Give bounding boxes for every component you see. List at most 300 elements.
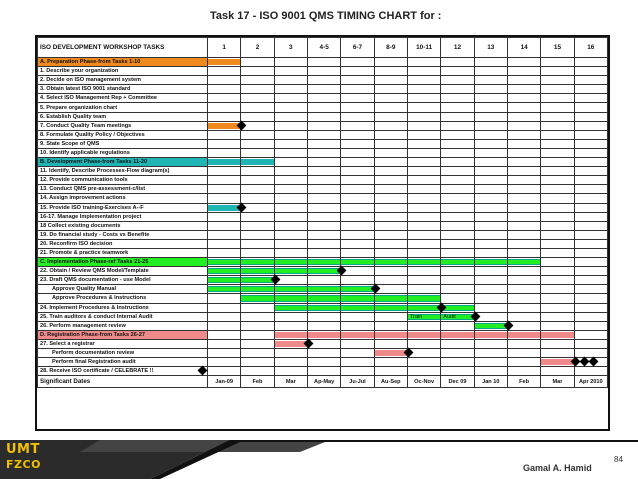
timeline-cell — [307, 248, 340, 257]
timeline-cell — [474, 194, 507, 203]
timeline-cell — [307, 212, 340, 221]
task-label: 19. Do financial study - Costs vs Benefite — [38, 230, 208, 239]
timeline-cell — [407, 212, 440, 221]
timeline-cell — [208, 94, 241, 103]
timeline-cell — [307, 239, 340, 248]
period-header: 1 — [208, 38, 241, 58]
task-label: 10. Identify applicable regulations — [38, 148, 208, 157]
task-label: 27. Select a registrar — [38, 339, 208, 348]
timeline-cell — [374, 294, 407, 303]
timeline-cell — [274, 267, 307, 276]
timeline-cell — [307, 85, 340, 94]
timeline-cell — [407, 94, 440, 103]
timeline-cell — [374, 248, 407, 257]
timeline-cell — [507, 285, 540, 294]
audit-label: Audit — [443, 313, 456, 320]
timeline-cell — [341, 185, 374, 194]
timeline-cell — [541, 148, 574, 157]
timeline-cell — [407, 339, 440, 348]
timeline-cell — [507, 230, 540, 239]
task-row — [38, 130, 608, 139]
timeline-cell — [441, 276, 474, 285]
task-label: A. Preparation Phase-from Tasks 1-10 — [38, 58, 208, 67]
timeline-cell — [241, 67, 274, 76]
timeline-cell — [208, 103, 241, 112]
timeline-cell — [441, 239, 474, 248]
timeline-cell — [574, 203, 607, 212]
timeline-cell — [274, 358, 307, 367]
timeline-cell — [574, 230, 607, 239]
schedule-bar — [408, 259, 440, 265]
task-row — [38, 121, 608, 130]
timeline-cell — [574, 221, 607, 230]
timeline-cell — [474, 167, 507, 176]
timeline-cell — [541, 167, 574, 176]
period-header: 8-9 — [374, 38, 407, 58]
timeline-cell — [574, 112, 607, 121]
timeline-cell — [474, 321, 507, 330]
timeline-cell — [407, 285, 440, 294]
task-label: 18 Collect existing documents — [38, 221, 208, 230]
timeline-cell — [274, 230, 307, 239]
timeline-cell — [407, 185, 440, 194]
timeline-cell — [474, 276, 507, 285]
task-label: 25. Train auditors & conduct Internal Audit — [38, 312, 208, 321]
task-row — [38, 194, 608, 203]
timeline-cell — [341, 285, 374, 294]
timeline-cell — [541, 194, 574, 203]
timeline-cell — [241, 221, 274, 230]
timeline-cell — [241, 276, 274, 285]
schedule-bar — [341, 259, 373, 265]
schedule-bar — [375, 259, 407, 265]
schedule-bar — [275, 259, 307, 265]
timeline-cell — [574, 94, 607, 103]
timeline-cell — [341, 276, 374, 285]
task-row — [38, 67, 608, 76]
schedule-bar — [508, 332, 540, 338]
timeline-cell — [374, 203, 407, 212]
timeline-cell — [274, 339, 307, 348]
task-row — [38, 230, 608, 239]
timeline-cell — [441, 112, 474, 121]
task-row — [38, 294, 608, 303]
timeline-cell — [407, 112, 440, 121]
timeline-cell — [274, 349, 307, 358]
timeline-cell — [574, 194, 607, 203]
timeline-cell — [307, 321, 340, 330]
timeline-cell — [208, 303, 241, 312]
task-label: 21. Promote & practice teamwork — [38, 248, 208, 257]
timeline-cell — [208, 139, 241, 148]
timeline-cell — [374, 58, 407, 67]
timeline-cell — [274, 130, 307, 139]
timeline-cell — [507, 130, 540, 139]
timeline-cell — [374, 103, 407, 112]
timeline-cell — [441, 285, 474, 294]
timeline-cell — [341, 230, 374, 239]
timeline-cell — [307, 121, 340, 130]
timeline-cell — [274, 94, 307, 103]
timeline-cell — [341, 94, 374, 103]
timeline-cell — [374, 230, 407, 239]
timeline-cell — [374, 258, 407, 267]
schedule-bar — [341, 286, 373, 292]
timeline-cell — [241, 358, 274, 367]
task-label: 23. Draft QMS documentation - use Model — [38, 276, 208, 285]
timeline-cell — [507, 258, 540, 267]
timeline-cell — [307, 148, 340, 157]
task-label: Approve Quality Manual — [38, 285, 208, 294]
timeline-cell — [474, 139, 507, 148]
task-label: 11. Identify, Describe Processes-Flow diagram(s) — [38, 167, 208, 176]
task-row — [38, 185, 608, 194]
footer-decoration — [0, 440, 638, 479]
date-cell: Ap-May — [307, 376, 340, 388]
timeline-cell — [241, 176, 274, 185]
timeline-cell — [474, 312, 507, 321]
schedule-bar — [241, 259, 273, 265]
timeline-cell — [474, 112, 507, 121]
timeline-cell — [474, 203, 507, 212]
schedule-bar — [241, 159, 273, 165]
timeline-cell — [241, 112, 274, 121]
timeline-cell — [441, 321, 474, 330]
timeline-cell — [274, 67, 307, 76]
task-row — [38, 203, 608, 212]
timeline-cell — [307, 330, 340, 339]
task-row — [38, 158, 608, 167]
timeline-cell — [208, 212, 241, 221]
timeline-cell — [241, 367, 274, 376]
task-row — [38, 212, 608, 221]
timeline-cell — [541, 312, 574, 321]
timeline-cell — [341, 248, 374, 257]
schedule-bar — [208, 259, 240, 265]
timeline-cell — [474, 230, 507, 239]
task-row — [38, 176, 608, 185]
timeline-cell — [241, 339, 274, 348]
task-row — [38, 285, 608, 294]
timeline-cell — [374, 194, 407, 203]
timeline-cell — [307, 312, 340, 321]
date-cell: Mar — [541, 376, 574, 388]
timeline-cell — [507, 158, 540, 167]
task-label: 20. Reconfirm ISO decision — [38, 239, 208, 248]
timeline-cell — [407, 67, 440, 76]
schedule-bar — [408, 332, 440, 338]
schedule-bar — [375, 350, 407, 356]
timeline-cell — [208, 112, 241, 121]
timeline-cell — [341, 58, 374, 67]
task-label: 14. Assign improvement actions — [38, 194, 208, 203]
schedule-bar — [275, 268, 307, 274]
task-label: 28. Receive ISO certificate / CELEBRATE !! — [38, 367, 208, 376]
timeline-cell — [341, 203, 374, 212]
timeline-cell — [541, 67, 574, 76]
timeline-cell — [441, 303, 474, 312]
brand-logo-fzco: FZCO — [6, 458, 41, 471]
timeline-cell — [241, 185, 274, 194]
task-row — [38, 112, 608, 121]
task-row — [38, 276, 608, 285]
task-label: 4. Select ISO Management Rep + Committee — [38, 94, 208, 103]
timeline-cell — [208, 148, 241, 157]
task-row — [38, 103, 608, 112]
schedule-bar — [275, 305, 307, 311]
period-header: 2 — [241, 38, 274, 58]
page-number: 84 — [614, 455, 623, 464]
timeline-cell — [407, 58, 440, 67]
timeline-cell — [341, 258, 374, 267]
timeline-cell — [541, 94, 574, 103]
brand-logo-umt: UMT — [6, 442, 40, 457]
task-label: 15. Provide ISO training-Exercises A--F — [38, 203, 208, 212]
timeline-cell — [208, 285, 241, 294]
timeline-cell — [541, 230, 574, 239]
timeline-cell — [507, 167, 540, 176]
date-cell: Apr 2010 — [574, 376, 607, 388]
timeline-cell — [574, 176, 607, 185]
timeline-cell — [407, 276, 440, 285]
timeline-cell — [474, 258, 507, 267]
timeline-cell — [441, 349, 474, 358]
timeline-cell — [407, 121, 440, 130]
timeline-cell — [407, 148, 440, 157]
task-row — [38, 267, 608, 276]
timeline-cell — [241, 85, 274, 94]
timeline-cell — [441, 58, 474, 67]
task-label: B. Development Phase-from Tasks 11-20 — [38, 158, 208, 167]
task-row — [38, 167, 608, 176]
timeline-cell — [574, 58, 607, 67]
timeline-cell — [574, 212, 607, 221]
timeline-cell — [441, 258, 474, 267]
timeline-cell — [541, 176, 574, 185]
timeline-cell — [274, 194, 307, 203]
timeline-cell — [407, 221, 440, 230]
timeline-cell — [307, 349, 340, 358]
schedule-bar — [208, 286, 240, 292]
timeline-cell — [574, 139, 607, 148]
timeline-cell — [507, 121, 540, 130]
timeline-cell — [507, 139, 540, 148]
timeline-cell — [374, 276, 407, 285]
timeline-cell — [474, 349, 507, 358]
task-row — [38, 85, 608, 94]
timeline-cell — [374, 76, 407, 85]
timeline-cell — [574, 76, 607, 85]
timeline-cell — [407, 139, 440, 148]
timeline-cell — [374, 158, 407, 167]
timeline-cell — [307, 303, 340, 312]
timeline-cell — [474, 148, 507, 157]
timeline-cell — [507, 321, 540, 330]
timeline-cell — [541, 85, 574, 94]
timeline-cell — [507, 312, 540, 321]
timeline-cell — [474, 212, 507, 221]
timeline-cell — [374, 130, 407, 139]
timeline-cell — [241, 321, 274, 330]
timeline-cell — [241, 303, 274, 312]
timeline-cell — [341, 358, 374, 367]
timeline-cell — [507, 112, 540, 121]
timeline-cell — [574, 258, 607, 267]
timeline-cell — [274, 167, 307, 176]
schedule-bar — [241, 277, 273, 283]
schedule-bar — [408, 295, 440, 301]
timeline-cell — [507, 212, 540, 221]
task-label: 26. Perform management review — [38, 321, 208, 330]
timeline-cell — [474, 221, 507, 230]
timeline-cell — [341, 85, 374, 94]
schedule-bar — [308, 268, 340, 274]
schedule-bar — [208, 123, 240, 129]
task-row — [38, 321, 608, 330]
timeline-cell — [274, 76, 307, 85]
schedule-bar — [275, 341, 307, 347]
period-header: 4-5 — [307, 38, 340, 58]
timeline-cell — [574, 103, 607, 112]
timeline-cell — [441, 330, 474, 339]
timeline-cell — [574, 358, 607, 367]
timeline-cell — [208, 239, 241, 248]
timeline-cell — [208, 276, 241, 285]
milestone-diamond — [588, 357, 598, 367]
timeline-cell — [407, 176, 440, 185]
date-cell: Oc-Nov — [407, 376, 440, 388]
timeline-cell — [241, 58, 274, 67]
timeline-cell — [341, 148, 374, 157]
timeline-cell — [574, 148, 607, 157]
timeline-cell — [341, 76, 374, 85]
task-label: 24. Implement Procedures & Instructions — [38, 303, 208, 312]
timeline-cell — [541, 185, 574, 194]
timeline-cell — [341, 103, 374, 112]
timeline-cell — [374, 312, 407, 321]
timeline-cell — [274, 321, 307, 330]
task-label: Perform final Registration audit — [38, 358, 208, 367]
timeline-cell — [274, 276, 307, 285]
header-row — [38, 38, 608, 58]
timeline-cell — [441, 176, 474, 185]
timeline-cell — [474, 239, 507, 248]
timeline-cell — [441, 76, 474, 85]
task-label: 13. Conduct QMS pre-assessment-c/list — [38, 185, 208, 194]
timeline-cell — [274, 239, 307, 248]
schedule-bar — [308, 286, 340, 292]
timeline-cell — [274, 221, 307, 230]
timeline-cell — [374, 176, 407, 185]
timeline-cell — [441, 130, 474, 139]
timeline-cell — [574, 330, 607, 339]
timeline-cell — [541, 321, 574, 330]
timeline-cell — [441, 294, 474, 303]
timeline-cell — [507, 148, 540, 157]
task-row — [38, 303, 608, 312]
timeline-cell — [208, 221, 241, 230]
period-header: 6-7 — [341, 38, 374, 58]
timeline-cell — [208, 185, 241, 194]
timeline-cell — [208, 167, 241, 176]
timeline-cell — [441, 158, 474, 167]
timing-chart — [35, 35, 610, 431]
timeline-cell — [374, 267, 407, 276]
timeline-cell — [574, 167, 607, 176]
timeline-cell — [208, 85, 241, 94]
task-row — [38, 258, 608, 267]
timeline-cell — [374, 212, 407, 221]
timeline-cell — [274, 103, 307, 112]
timeline-cell — [341, 221, 374, 230]
timeline-cell — [474, 267, 507, 276]
schedule-bar — [441, 332, 473, 338]
timeline-cell — [307, 58, 340, 67]
timeline-cell — [307, 358, 340, 367]
timeline-cell — [374, 85, 407, 94]
timeline-cell — [241, 248, 274, 257]
timeline-cell — [208, 349, 241, 358]
timeline-cell — [574, 276, 607, 285]
timeline-cell — [574, 121, 607, 130]
schedule-bar — [475, 332, 507, 338]
schedule-bar — [241, 268, 273, 274]
task-row — [38, 367, 608, 376]
timeline-cell — [507, 194, 540, 203]
task-row — [38, 148, 608, 157]
timeline-cell — [507, 248, 540, 257]
timeline-cell — [307, 185, 340, 194]
timeline-cell — [541, 367, 574, 376]
timeline-cell — [374, 167, 407, 176]
schedule-bar — [341, 332, 373, 338]
timeline-cell — [374, 321, 407, 330]
timeline-cell — [507, 349, 540, 358]
timeline-cell — [307, 103, 340, 112]
timeline-cell — [374, 94, 407, 103]
timeline-cell — [474, 176, 507, 185]
timeline-cell — [474, 367, 507, 376]
period-header: 3 — [274, 38, 307, 58]
timeline-cell — [541, 212, 574, 221]
schedule-bar — [408, 305, 440, 311]
timeline-cell — [541, 239, 574, 248]
schedule-bar — [541, 332, 573, 338]
timeline-cell — [241, 294, 274, 303]
timeline-cell — [441, 167, 474, 176]
timeline-cell — [507, 367, 540, 376]
timeline-cell — [374, 239, 407, 248]
timeline-cell — [407, 194, 440, 203]
timeline-cell — [541, 130, 574, 139]
timeline-cell — [241, 167, 274, 176]
timeline-cell — [507, 221, 540, 230]
timeline-cell — [374, 285, 407, 294]
date-cell: Jan-09 — [208, 376, 241, 388]
timeline-cell — [541, 358, 574, 367]
timeline-cell — [307, 267, 340, 276]
timeline-cell — [507, 203, 540, 212]
timeline-cell — [407, 367, 440, 376]
timeline-cell — [407, 85, 440, 94]
period-header: 12 — [441, 38, 474, 58]
date-cell: Feb — [241, 376, 274, 388]
timeline-cell — [341, 158, 374, 167]
timeline-cell — [274, 58, 307, 67]
period-header: 10-11 — [407, 38, 440, 58]
timeline-cell — [507, 239, 540, 248]
task-label: C. Implementation Phase-ref Tasks 21-25 — [38, 258, 208, 267]
